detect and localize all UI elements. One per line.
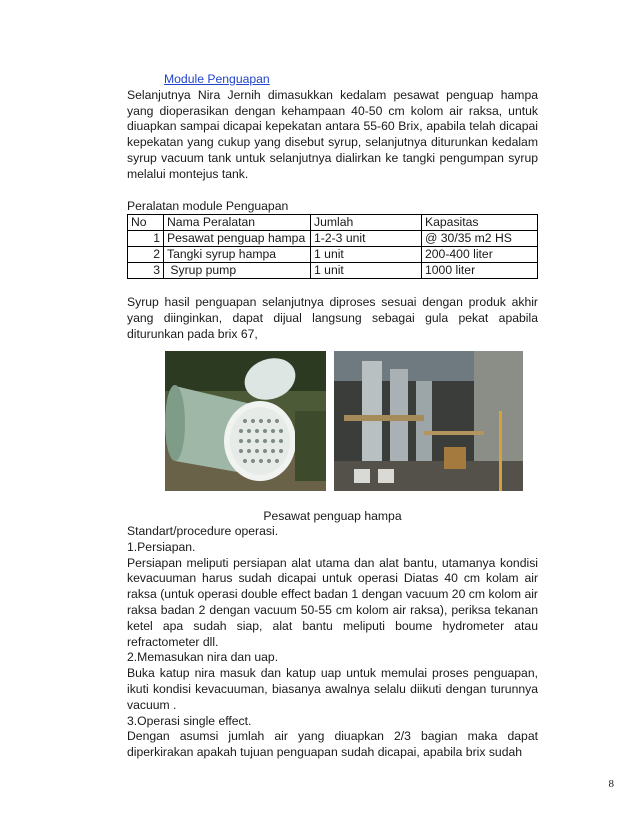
cell-jumlah: 1 unit [311,247,422,263]
header-kapasitas: Kapasitas [422,215,538,231]
cell-nama: Syrup pump [164,263,311,279]
section-heading-link[interactable]: Module Penguapan [164,72,270,86]
table-row [128,231,538,247]
cell-kapasitas: 1000 liter [422,263,538,279]
cell-no: 1 [128,231,164,247]
cell-no: 2 [128,247,164,263]
header-jumlah: Jumlah [311,215,422,231]
equipment-table [127,214,538,279]
photo-caption: Pesawat penguap hampa [263,509,402,523]
cell-jumlah: 1 unit [311,263,422,279]
table-row [128,263,538,279]
syrup-paragraph: Syrup hasil penguapan selanjutnya diproses sesuai dengan produk akhir yang diinginkan, dapat dijual langsung sebagai gula pekat apabila diturunkan pada brix 67, [127,295,538,341]
cell-no: 3 [128,263,164,279]
step3-text: Dengan asumsi jumlah air yang diuapkan 2/3 bagian maka dapat diperkirakan apakah tujuan penguapan sudah dicapai, apabila brix sudah [127,729,538,760]
intro-paragraph: Selanjutnya Nira Jernih dimasukkan kedalam pesawat penguap hampa yang dioperasikan dengan kehampaan 40-50 cm kolom air raksa, untuk diuapkan sampai dicapai kepekatan antara 55-60 Brix, apabila telah dicapai kepekatan yang cukup yang disebut syrup, selanjutnya diturunkan kedalam syrup vacuum tank untuk selanjutnya dialirkan ke tangki pengumpan syrup melalui montejus tank. [127,87,538,181]
step3-title: 3.Operasi single effect. [127,713,252,728]
procedure-block [127,524,538,761]
header-no: No [128,215,164,231]
step1-text: Persiapan meliputi persiapan alat utama dan alat bantu, utamanya kondisi kevacuuman harus sudah dicapai untuk operasi Diatas 40 cm kolam air raksa (untuk operasi double effect badan 1 dengan vacuum 20 cm kolom air raksa badan 2 dengan vacuum 50-55 cm kolom air raksa), periksa tekanan ketel apa sudah siap, alat bantu meliputi boume hydrometer atau refractometer dll. [127,555,538,649]
table-header-row [128,215,538,231]
cell-kapasitas: 200-400 liter [422,247,538,263]
evaporator-outdoor-photo [165,351,326,491]
cell-nama: Tangki syrup hampa [164,247,311,263]
procedure-title: Standart/procedure operasi. [127,524,279,538]
evaporator-plant-photo [334,351,523,491]
photo-row [0,351,638,491]
page-number: 8 [608,778,614,790]
table-row [128,247,538,263]
table-title: Peralatan module Penguapan [127,198,289,213]
header-nama: Nama Peralatan [164,215,311,231]
step2-text: Buka katup nira masuk dan katup uap untuk memulai proses penguapan, ikuti kondisi kevacuuman, biasanya awalnya selalu diikuti dengan turunnya vacuum . [127,666,538,712]
step1-title: 1.Persiapan. [127,539,196,554]
upper-text-block [127,72,538,343]
cell-kapasitas: @ 30/35 m2 HS [422,231,538,247]
step2-title: 2.Memasukan nira dan uap. [127,650,279,665]
cell-jumlah: 1-2-3 unit [311,231,422,247]
cell-nama: Pesawat penguap hampa [164,231,311,247]
